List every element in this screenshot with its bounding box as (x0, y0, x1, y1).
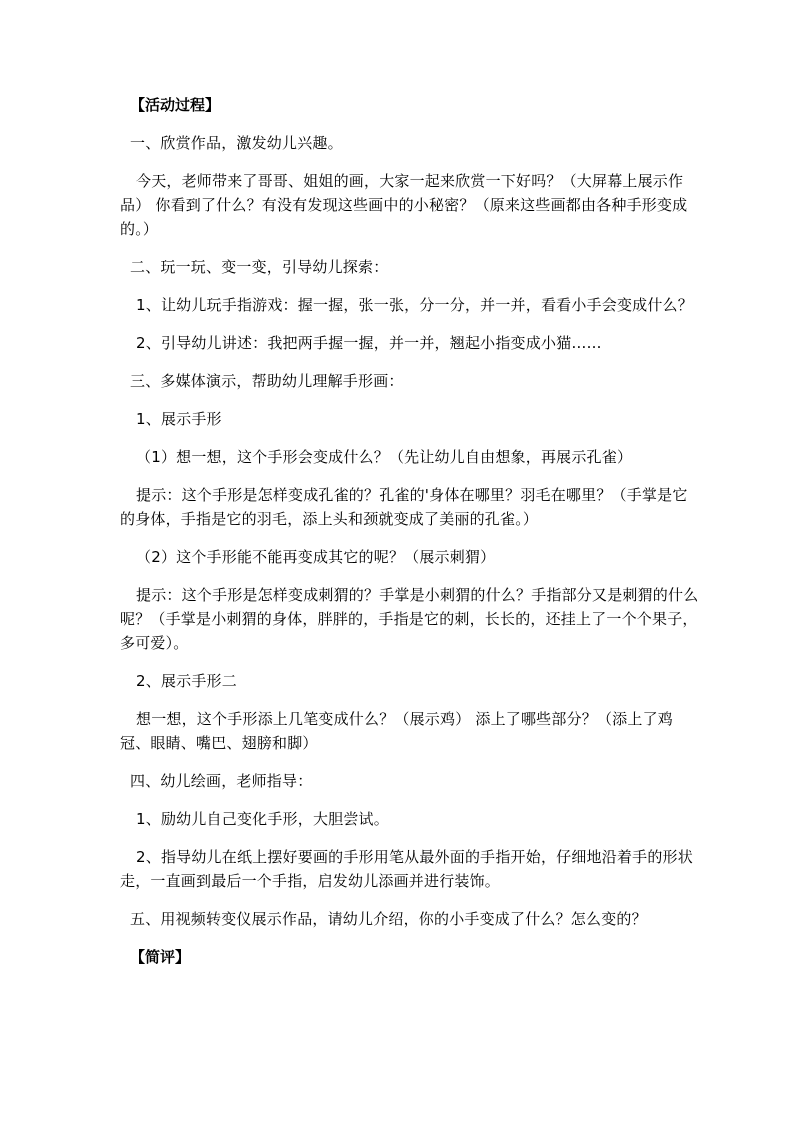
heading-review: 【简评】 (130, 948, 191, 966)
heading-activity-process: 【活动过程】 (130, 96, 221, 114)
paragraph-show-hand: 1、展示手形 (136, 410, 222, 428)
paragraph-intro: 今天，老师带来了哥哥、姐姐的画，大家一起来欣赏一下好吗？（大屏幕上展示作品） 你看到了什么？有没有发现这些画中的小秘密？（原来这些画都由各种手形变成的。） (120, 172, 688, 238)
paragraph-show-hand-two: 2、展示手形二 (136, 672, 237, 690)
paragraph-hedgehog-hint: 提示：这个手形是怎样变成刺猬的？手掌是小刺猬的什么？手指部分又是刺猬的什么呢？（手掌是小刺猬的身体，胖胖的，手指是它的刺，长长的，还挂上了一个个果子，多可爱）。 (120, 586, 699, 652)
paragraph-section-four: 四、幼儿绘画，老师指导： (130, 772, 313, 790)
paragraph-peacock-hint: 提示：这个手形是怎样变成孔雀的？孔雀的'身体在哪里？羽毛在哪里？（手掌是它的身体，手指是它的羽毛，添上头和颈就变成了美丽的孔雀。） (120, 486, 688, 528)
paragraph-guide-drawing: 2、指导幼儿在纸上摆好要画的手形用笔从最外面的手指开始，仔细地沿着手的形状走，一直画到最后一个手指，启发幼儿添画并进行装饰。 (120, 848, 693, 890)
paragraph-encourage: 1、励幼儿自己变化手形，大胆尝试。 (136, 810, 389, 828)
paragraph-chicken: 想一想，这个手形添上几笔变成什么？（展示鸡） 添上了哪些部分？（添上了鸡冠、眼睛、嘴巴、翅膀和脚） (120, 710, 673, 752)
paragraph-section-one: 一、欣赏作品，激发幼儿兴趣。 (130, 134, 343, 152)
paragraph-section-five: 五、用视频转变仪展示作品，请幼儿介绍，你的小手变成了什么？怎么变的？ (130, 910, 647, 928)
paragraph-peacock-question: （1）想一想，这个手形会变成什么？（先让幼儿自由想象，再展示孔雀） (136, 448, 633, 466)
paragraph-hedgehog-question: （2）这个手形能不能再变成其它的呢？（展示刺猬） (136, 548, 496, 566)
paragraph-section-three: 三、多媒体演示，帮助幼儿理解手形画： (130, 372, 404, 390)
document-body (120, 93, 700, 983)
paragraph-section-two: 二、玩一玩、变一变，引导幼儿探索： (130, 258, 389, 276)
paragraph-describe: 2、引导幼儿讲述：我把两手握一握，并一并，翘起小指变成小猫…… (136, 334, 602, 352)
paragraph-finger-game: 1、让幼儿玩手指游戏：握一握，张一张，分一分，并一并，看看小手会变成什么？ (136, 296, 693, 314)
